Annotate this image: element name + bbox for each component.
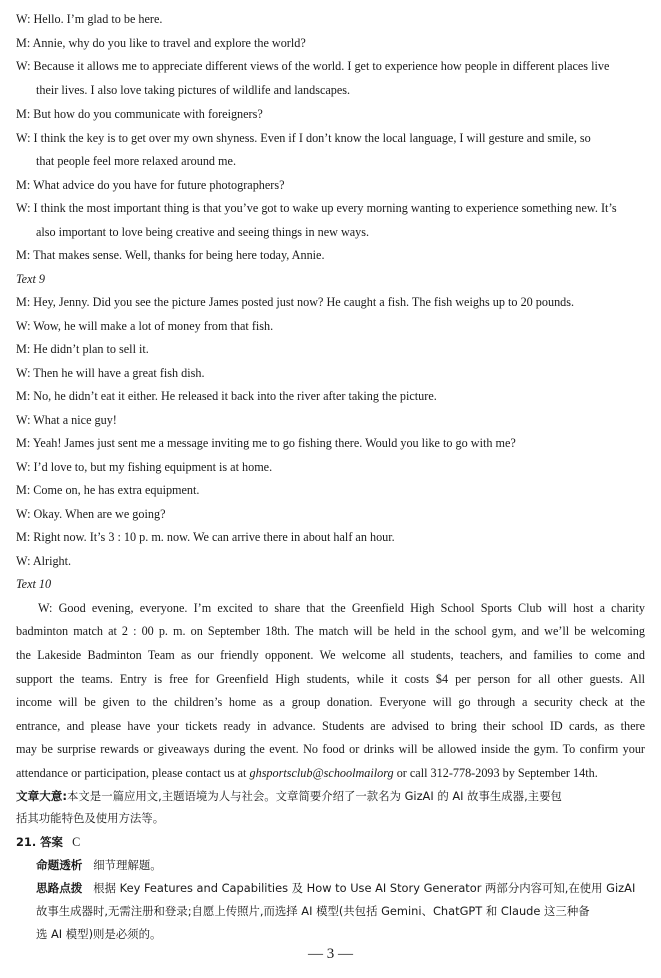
- answer-line: [0, 834, 661, 851]
- dialogue-line: W: I’d love to, but my fishing equipment is at home.: [16, 460, 273, 474]
- paragraph-line: the Lakeside Badminton Team as our friendly opponent. We welcome all students, teachers, and families to come and: [16, 648, 645, 662]
- dialogue-line: M: But how do you communicate with foreigners?: [16, 107, 263, 121]
- hint-line: 选 AI 模型)则是必须的。: [36, 927, 162, 941]
- dialogue-line: W: Hello. I’m glad to be here.: [16, 12, 163, 26]
- paragraph-line: may be surprise rewards or giveaways during the event. No food or drinks will be allowed inside the gym. To confirm your: [16, 742, 645, 756]
- summary-line: 文章大意:本文是一篇应用文,主题语境为人与社会。文章简要介绍了一款名为 GizAI 的 AI 故事生成器,主要包: [16, 789, 562, 803]
- dialogue-continuation: their lives. I also love taking pictures of wildlife and landscapes.: [36, 83, 351, 97]
- dialogue-line: M: No, he didn’t eat it either. He released it back into the river after taking the picture.: [16, 389, 437, 403]
- dialogue-line: W: I think the most important thing is that you’ve got to wake up every morning wanting to experience something new. It’s: [16, 201, 617, 215]
- dialogue-line: M: Right now. It’s 3 : 10 p. m. now. We can arrive there in about half an hour.: [16, 530, 395, 544]
- paragraph-line: entrance, and please have your tickets ready in advance. Students are advised to bring their school ID cards, as there: [16, 719, 645, 733]
- section-label-text9: Text 9: [16, 272, 46, 286]
- dialogue-continuation: that people feel more relaxed around me.: [36, 154, 236, 168]
- summary-line: 括其功能特色及使用方法等。: [16, 811, 165, 825]
- dialogue-line: W: Alright.: [16, 554, 72, 568]
- paragraph-line: attendance or participation, please contact us at ghsportsclub@schoolmailorg or call 312-778-2093 by September 14th.: [16, 766, 598, 780]
- paragraph-line: income will be given to the children’s home as a group donation. Everyone will go through a security check at the: [16, 695, 645, 709]
- dialogue-line: W: Because it allows me to appreciate different views of the world. I get to experience how people in different places live: [16, 59, 610, 73]
- hint-line: 故事生成器时,无需注册和登录;自愿上传照片,而选择 AI 模型(共包括 Gemini、ChatGPT 和 Claude 这三种备: [36, 904, 590, 918]
- hint-label: 思路点拨: [36, 881, 83, 895]
- dialogue-line: M: Hey, Jenny. Did you see the picture James posted just now? He caught a fish. The fish weighs up to 20 pounds.: [16, 295, 575, 309]
- paragraph-line: badminton match at 2 : 00 p. m. on September 18th. The match will be held in the school gym, and we’ll be welcoming: [16, 624, 645, 638]
- answer-value: C: [72, 835, 81, 849]
- dialogue-line: M: What advice do you have for future photographers?: [16, 178, 285, 192]
- analysis-line: 命题透析 细节理解题。: [36, 858, 162, 872]
- answer-label: 21. 答案: [16, 835, 63, 849]
- summary-label: 文章大意:: [16, 789, 68, 803]
- dialogue-line: W: Okay. When are we going?: [16, 507, 166, 521]
- dialogue-line: W: Wow, he will make a lot of money from that fish.: [16, 319, 274, 333]
- section-label-text10: Text 10: [16, 577, 52, 591]
- dialogue-line: M: Yeah! James just sent me a message inviting me to go fishing there. Would you like to go with me?: [16, 436, 516, 450]
- dialogue-line: M: Come on, he has extra equipment.: [16, 483, 200, 497]
- dialogue-line: W: What a nice guy!: [16, 413, 117, 427]
- analysis-label: 命题透析: [36, 858, 83, 872]
- dialogue-continuation: also important to love being creative and seeing things in new ways.: [36, 225, 370, 239]
- dialogue-line: W: I think the key is to get over my own shyness. Even if I don’t know the local language, I will gesture and smile, so: [16, 131, 591, 145]
- paragraph-line: support the teams. Entry is free for Greenfield High students, while it costs $4 per person for all other guests. All: [16, 672, 645, 686]
- dialogue-line: M: Annie, why do you like to travel and explore the world?: [16, 36, 306, 50]
- email-address: ghsportsclub@schoolmailorg: [249, 766, 394, 780]
- dialogue-line: M: He didn’t plan to sell it.: [16, 342, 149, 356]
- dialogue-line: W: Then he will have a great fish dish.: [16, 366, 205, 380]
- hint-line: 思路点拨 根据 Key Features and Capabilities 及 How to Use AI Story Generator 两部分内容可知,在使用 GizAI: [36, 881, 636, 895]
- dialogue-line: M: That makes sense. Well, thanks for being here today, Annie.: [16, 248, 325, 262]
- paragraph-line: W: Good evening, everyone. I’m excited to share that the Greenfield High School Sports Club will host a charity: [38, 601, 645, 615]
- page-number: — 3 —: [308, 946, 353, 962]
